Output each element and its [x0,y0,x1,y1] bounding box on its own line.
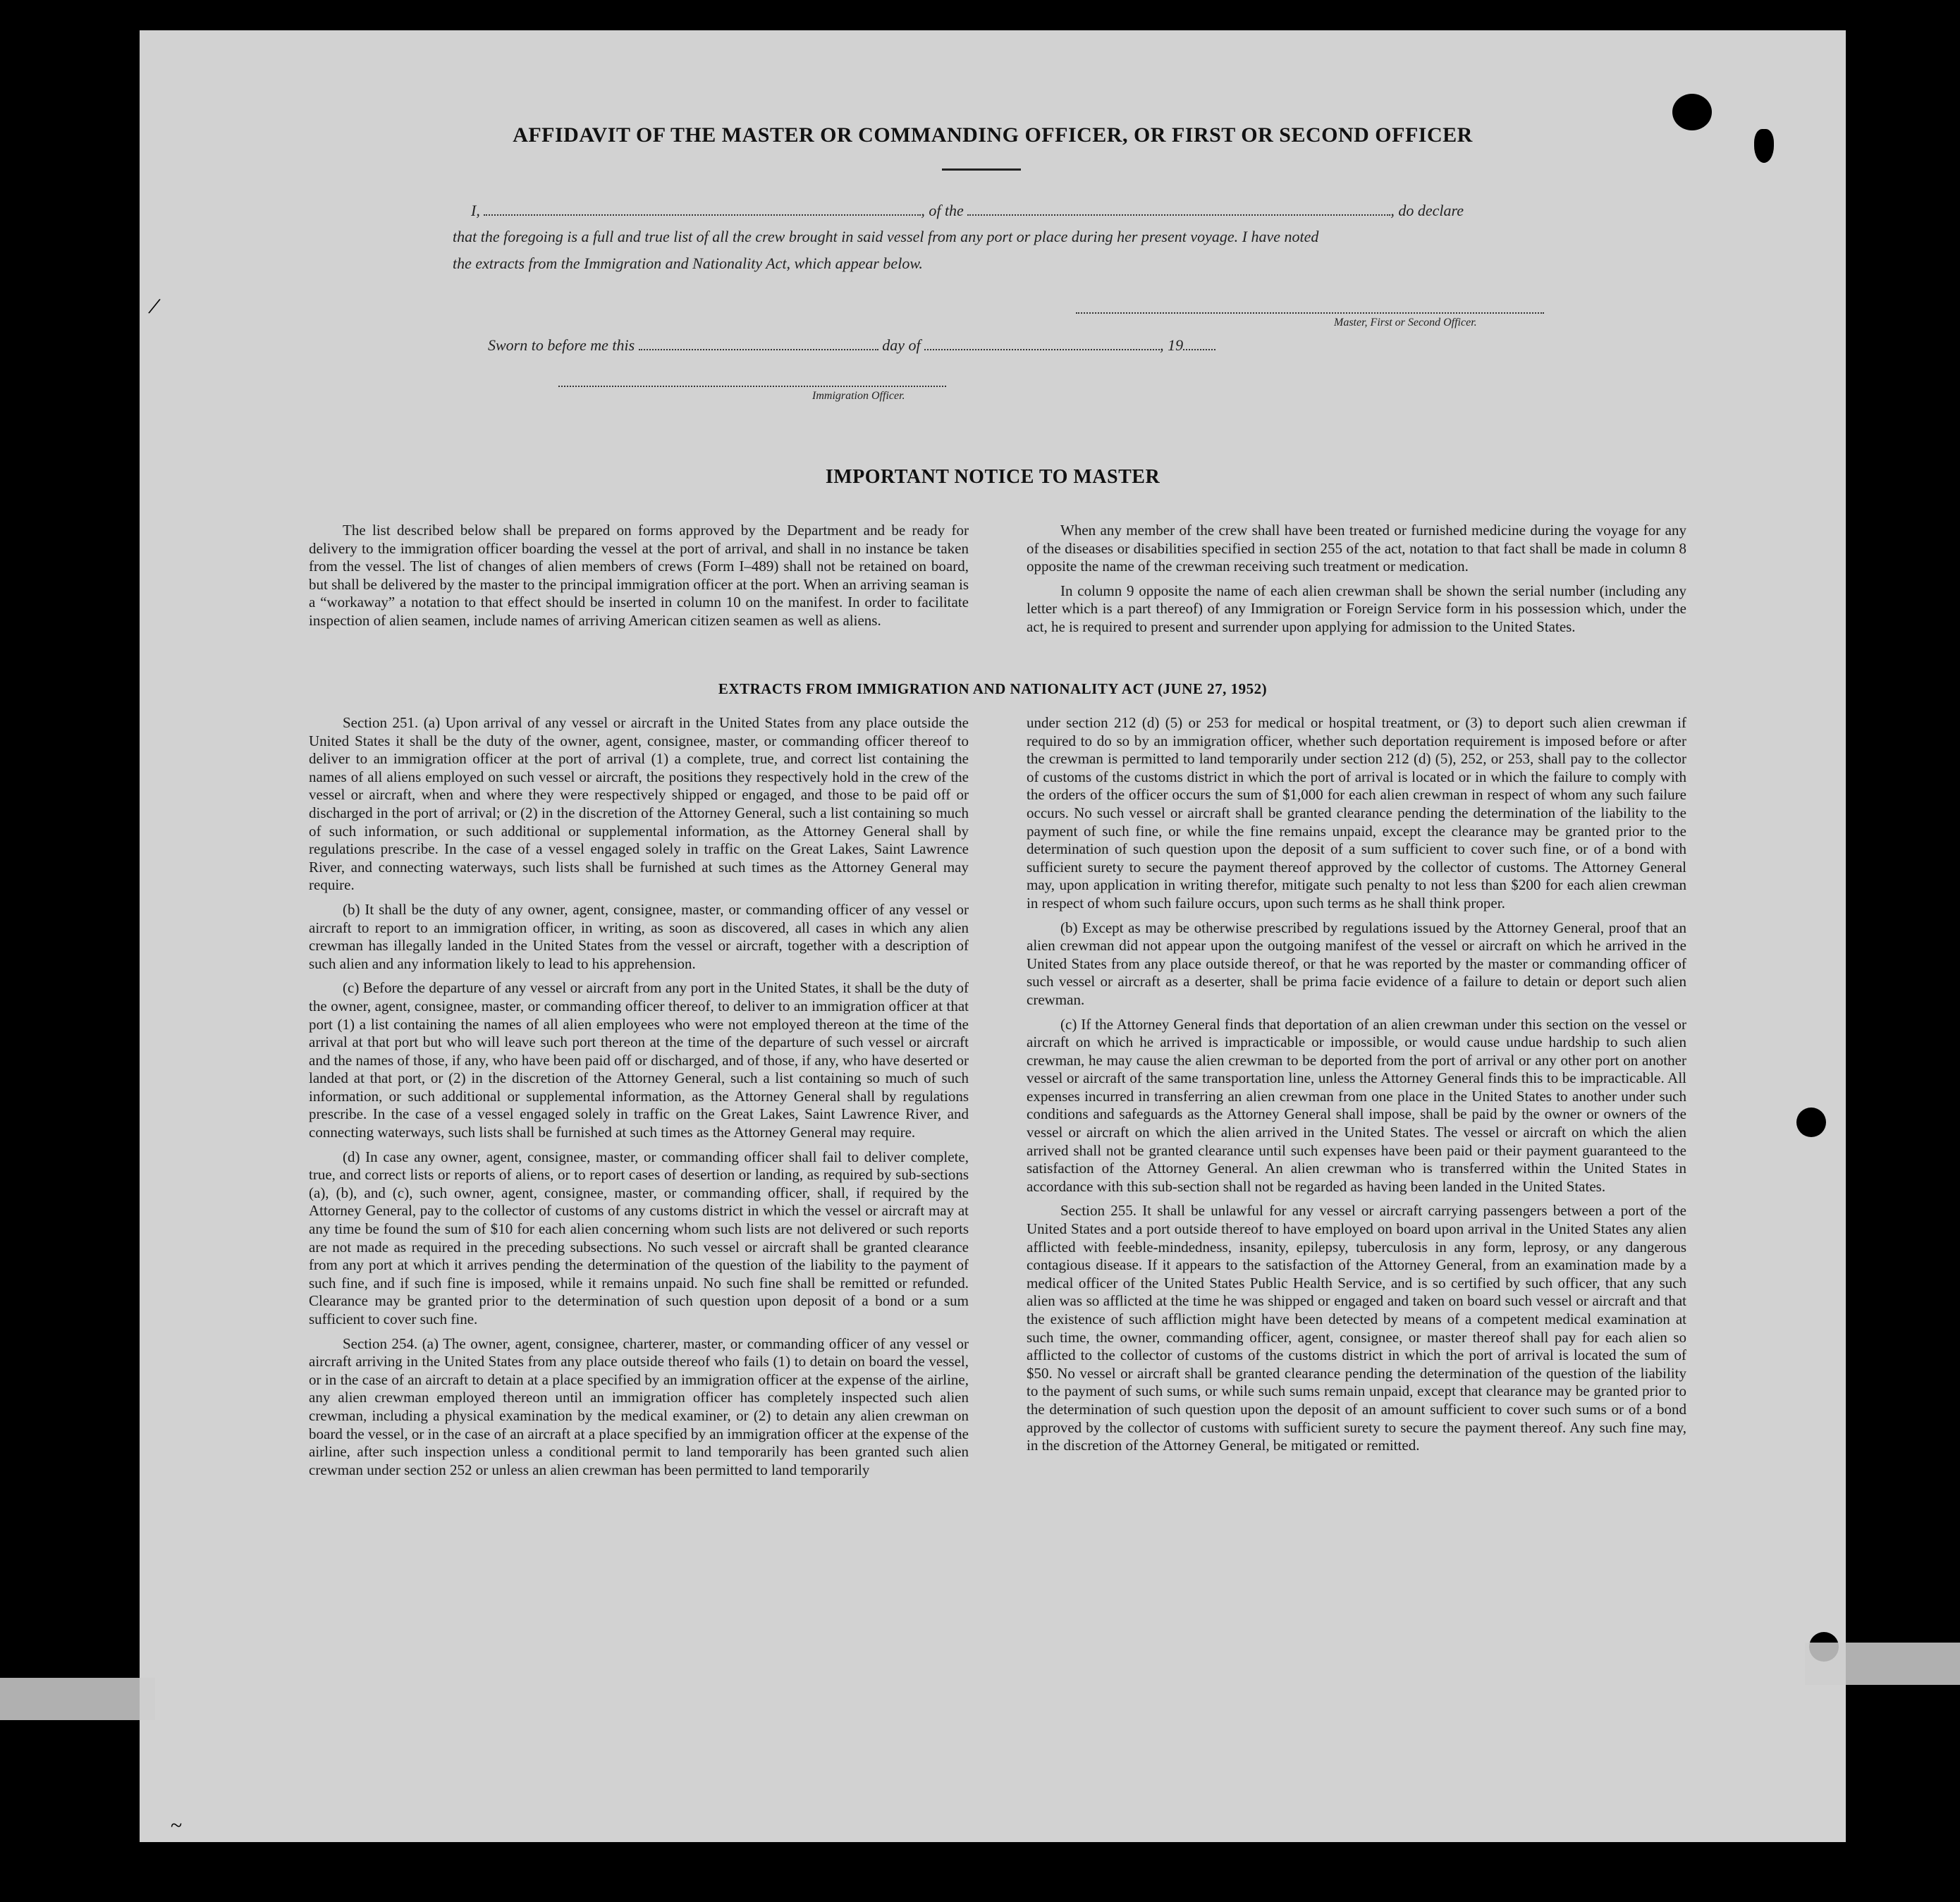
section-254-c: (c) If the Attorney General finds that deportation of an alien crewman under this section on the vessel or aircraft on which he arrived is impracticable or impossible, or would cause undue hardship to such alien crewman, he may cause the alien crewman to be deported from the port of arrival or any other port on another vessel or aircraft of the same transportation line, unless the Attorney General finds this to be impracticable. All expenses incurred in transferring an alien crewman from one place in the United States to another under such conditions and safeguards as the Attorney General shall impose, shall be paid by the owner or owners of the vessel or aircraft on which the alien arrived in the United States. The vessel or aircraft on which the alien arrived shall not be granted clearance until such expenses have been paid or their payment guaranteed to the satisfaction of the Attorney General. An alien crewman who is transferred within the United States in accordance with this sub-section shall not be regarded as having been landed in the United States. [1027,1015,1686,1195]
section-254-b: (b) Except as may be otherwise prescribed by regulations issued by the Attorney General, proof that an alien crewman did not appear upon the outgoing manifest of the vessel or aircraft on which he arrived in the United States from any place outside thereof, or that he was reported by the master or commanding officer of such vessel or aircraft as a deserter, shall be prima facie evidence of a failure to detain or deport such alien crewman. [1027,919,1686,1008]
sworn-prefix: Sworn to before me this [488,336,635,354]
officer-signature-label: Immigration Officer. [812,390,905,402]
extracts-left-column [309,714,969,1485]
sworn-year: , 19 [1160,336,1184,354]
affidavit-of-the: , of the [921,202,964,219]
sworn-day-of: day of [882,336,921,354]
section-254-a: Section 254. (a) The owner, agent, consignee, charterer, master, or commanding officer of any vessel or aircraft arriving in the United States from any place outside thereof who fails (1) to detain on board the vessel, or in the case of an aircraft to detain at a place specified by an immigration officer at the expense of the airline, any alien crewman employed thereon until an immigration officer has completely inspected such alien crewman, including a physical examination by the medical examiner, or (2) to detain any alien crewman on board the vessel, or in the case of an aircraft at a place specified by an immigration officer at the expense of the airline, after such inspection unless a conditional permit to land temporarily has been granted such alien crewman under section 252 or unless an alien crewman has been permitted to land temporarily [309,1335,969,1478]
master-signature-label: Master, First or Second Officer. [1334,317,1477,329]
affidavit-text-line-3: the extracts from the Immigration and Nationality Act, which appear below. [453,254,923,272]
form-page [140,30,1846,1842]
affidavit-i: I, [471,202,480,219]
vessel-field[interactable] [967,202,1390,216]
title-rule [942,168,1021,171]
sworn-day-field[interactable] [639,336,878,350]
affidavit-text-line-2: that the foregoing is a full and true list of all the crew brought in said vessel from any port or place during her present voyage. I have noted [453,228,1319,245]
affidavit-title: AFFIDAVIT OF THE MASTER OR COMMANDING OFFICER, OR FIRST OR SECOND OFFICER [513,123,1473,147]
master-signature-line[interactable] [1076,312,1544,314]
scan-streak [0,1678,155,1720]
extracts-right-column [1027,714,1686,1461]
sworn-year-field[interactable] [1183,336,1215,350]
affidavit-declaration-line [471,202,1464,220]
section-251-d: (d) In case any owner, agent, consignee, master, or commanding officer shall fail to deliver complete, true, and correct lists or reports of aliens, or to report cases of desertion or landing, as required by sub-sections (a), (b), and (c), such owner, agent, consignee, master, or commanding officer, shall, if required by the Attorney General, pay to the collector of customs of any customs district in which the vessel or aircraft may at any time be found the sum of $10 for each alien concerning whom such lists are not delivered or such reports are not made as required in the preceding subsections. No such vessel or aircraft shall be granted clearance from any port at which it arrives pending the determination of the question of the liability to the payment of such fine, and if such fine is imposed, while it remains unpaid. No such fine shall be remitted or refunded. Clearance may be granted prior to the determination of such question upon deposit of a bond or a sum sufficient to cover such fine. [309,1148,969,1327]
name-field[interactable] [484,202,921,216]
notice-left-column [309,522,969,637]
sworn-month-field[interactable] [924,336,1160,350]
pencil-mark: ~ [171,1814,183,1837]
pencil-mark: / [146,291,163,321]
notice-right-paragraph-2: In column 9 opposite the name of each alien crewman shall be shown the serial number (including any letter which is a part thereof) of any Immigration or Foreign Service form in his possession which, under the act, he is required to present and surrender upon applying for admission to the United States. [1027,582,1686,635]
notice-right-paragraph-1: When any member of the crew shall have been treated or furnished medicine during the voyage for any of the diseases or disabilities specified in section 255 of the act, notation to that fact shall be made in column 8 opposite the name of the crewman receiving such treatment or medication. [1027,522,1686,575]
section-255: Section 255. It shall be unlawful for any vessel or aircraft carrying passengers between a port of the United States and a port outside thereof to have employed on board upon arrival in the United States any alien afflicted with feeble-mindedness, insanity, epilepsy, tuberculosis in any form, leprosy, or any dangerous contagious disease. If it appears to the satisfaction of the Attorney General, from an examination made by a medical officer of the United States Public Health Service, and is so certified by such officer, that any such alien was so afflicted at the time he was shipped or engaged and taken on board such vessel or aircraft and that the existence of such affliction might have been detected by means of a competent medical examination at such time, the owner, commanding officer, agent, consignee, or master thereof shall pay for each alien so afflicted to the collector of customs of the customs district in which the port of arrival is located the sum of $50. No vessel or aircraft shall be granted clearance pending the determination of the question of the liability to the payment of such sums, or while such sums remain unpaid, except that clearance may be granted prior to the determination of such question upon the deposit of an amount sufficient to cover such sums or of a bond approved by the collector of customs with sufficient surety to secure the payment thereof. Any such fine may, in the discretion of the Attorney General, be mitigated or remitted. [1027,1202,1686,1454]
notice-left-paragraph: The list described below shall be prepared on forms approved by the Department and be ready for delivery to the immigration officer boarding the vessel at the port of arrival, and shall in no instance be taken from the vessel. The list of changes of alien members of crews (Form I–489) shall not be retained on board, but shall be delivered by the master to the principal immigration officer at the port. When an arriving seaman is a “workaway” a notation to that effect should be inserted in column 10 on the manifest. In order to facilitate inspection of alien seamen, include names of arriving American citizen seamen as well as aliens. [309,522,969,629]
section-251-a: Section 251. (a) Upon arrival of any vessel or aircraft in the United States from any place outside the United States it shall be the duty of the owner, agent, consignee, master, or commanding officer thereof to deliver to an immigration officer at the port of arrival (1) a complete, true, and correct list containing the names of all aliens employed on such vessel or aircraft, the positions they respectively hold in the crew of the vessel or aircraft, when and where they were respectively shipped or engaged, and those to be paid off or discharged in the port of arrival; or (2) in the discretion of the Attorney General, such a list containing so much of such information, or such additional or supplemental information, as the Attorney General shall by regulations prescribe. In the case of a vessel engaged solely in traffic on the Great Lakes, Saint Lawrence River, and connecting waterways, such lists shall be furnished at such times as the Attorney General may require. [309,714,969,894]
section-251-b: (b) It shall be the duty of any owner, agent, consignee, master, or commanding officer of any vessel or aircraft to report to an immigration officer, in writing, as soon as discovered, all cases in which any alien crewman has illegally landed in the United States from the vessel or aircraft, together with a description of such alien and any information likely to lead to his apprehension. [309,900,969,972]
section-254-a-cont: under section 212 (d) (5) or 253 for medical or hospital treatment, or (3) to deport such alien crewman if required to do so by an immigration officer, whether such deportation requirement is imposed before or after the crewman is permitted to land temporarily under section 212 (d) (5), 252, or 253, shall pay to the collector of customs of the customs district in which the port of arrival is located or in which the failure to comply with the orders of the officer occurs the sum of $1,000 for each alien crewman in respect of whom any such failure occurs. No such vessel or aircraft shall be granted clearance pending the determination of the liability to the payment of such fine, or while the fine remains unpaid, except the clearance may be granted prior to the determination of such question upon the deposit of a sum sufficient to cover such fine, or of a bond with sufficient surety to secure the payment thereof approved by the collector of customs. The Attorney General may, upon application in writing therefor, mitigate such penalty to not less than $200 for each alien crewman in respect of whom such failure occurs, upon such terms as he shall think proper. [1027,714,1686,912]
extracts-title: EXTRACTS FROM IMMIGRATION AND NATIONALITY ACT (JUNE 27, 1952) [718,680,1268,697]
scan-streak [1805,1643,1960,1685]
punch-hole [1796,1108,1826,1137]
officer-signature-line[interactable] [558,386,946,387]
affidavit-do-declare: , do declare [1390,202,1464,219]
notice-title: IMPORTANT NOTICE TO MASTER [825,466,1160,488]
section-251-c: (c) Before the departure of any vessel or aircraft from any port in the United States, it shall be the duty of the owner, agent, consignee, master, or commanding officer thereof, to deliver to an immigration officer at that port (1) a list containing the names of all alien employees who were not employed thereon at the time of the arrival at that port but who will leave such port thereon at the time of the departure of such vessel or aircraft and the names of those, if any, who have been paid off or discharged, and of those, if any, who have deserted or landed at that port, or (2) in the discretion of the Attorney General, such a list containing so much of such information, or such additional or supplemental information, as the Attorney General shall by regulations prescribe. In the case of a vessel engaged solely in traffic on the Great Lakes, Saint Lawrence River, and connecting waterways, such lists shall be furnished at such times as the Attorney General may require. [309,979,969,1141]
notice-right-column [1027,522,1686,643]
sworn-line [488,336,1215,355]
